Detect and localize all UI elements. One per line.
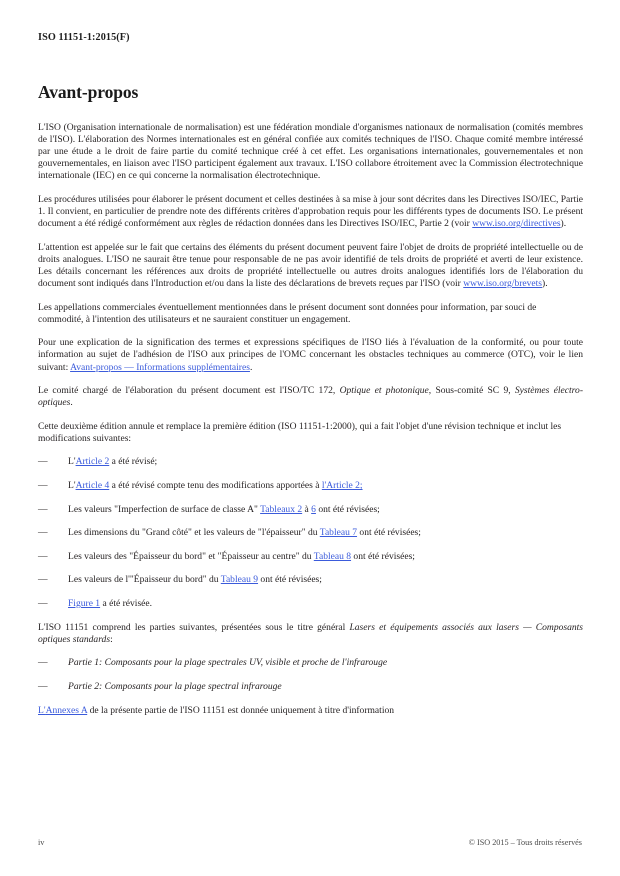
link-tableaux-2[interactable]: Tableaux 2 xyxy=(260,503,303,515)
item-pre: Les dimensions du "Grand côté" et les valeurs de "l'épaisseur" du xyxy=(68,527,320,539)
link-article-4[interactable]: Article 4 xyxy=(75,480,110,492)
paragraph-4-text: Les appellations commerciales éventuellement mentionnées dans le présent document sont données pour information, par souci de commodité, à l'intention des utilisateurs et ne sauraient constituer un engagement. xyxy=(38,301,537,325)
page-header: ISO 11151-1:2015(F) xyxy=(38,32,130,43)
document-body xyxy=(38,82,583,728)
list-item xyxy=(38,598,583,610)
committee-text-a: Le comité chargé de l'élaboration du présent document est l'ISO/TC 172, xyxy=(38,385,340,397)
paragraph-5-text-before: Pour une explication de la signification des termes et expressions spécifiques de l'ISO liés à l'évaluation de la conformité, ou pour toute information au sujet de l'adhésion de l'ISO aux principes de l'OMC concernant les obstacles techniques au commerce (OTC), voir le lien suivant: xyxy=(38,337,583,373)
dash-marker: — xyxy=(38,598,48,610)
link-annexes-a[interactable]: Annexes A xyxy=(45,704,88,716)
committee-sc-title: Systèmes électro-optiques xyxy=(38,385,583,409)
paragraph-8-parts-intro xyxy=(38,622,583,646)
paragraph-1-text: L'ISO (Organisation internationale de normalisation) est une fédération mondiale d'organismes nationaux de normalisation (comités membres de l'ISO). L'élaboration des Normes internationales est en général confiée aux comités techniques de l'ISO. Chaque comité membre intéressé par une étude a le droit de faire partie du comité technique créé à cet effet. Les organisations internationales, gouvernementales et non gouvernementales, en liaison avec l'ISO participent également aux travaux. L'ISO collabore étroitement avec la Commission électrotechnique internationale (IEC) en ce qui concerne la normalisation électrotechnique. xyxy=(38,122,583,182)
changes-list xyxy=(38,456,583,610)
paragraph-2 xyxy=(38,194,583,230)
list-item xyxy=(38,527,583,539)
link-iso-directives[interactable]: www.iso.org/directives xyxy=(472,218,561,230)
committee-tc-title: Optique et photonique xyxy=(339,385,429,397)
link-tableau-9[interactable]: Tableau 9 xyxy=(220,574,259,586)
paragraph-1 xyxy=(38,122,583,182)
list-item xyxy=(38,657,583,669)
link-tableau-8[interactable]: Tableau 8 xyxy=(313,550,352,562)
page-number: iv xyxy=(38,838,45,847)
link-article-2[interactable]: Article 2 xyxy=(75,456,110,468)
parts-list xyxy=(38,657,583,693)
dash-marker: — xyxy=(38,550,48,562)
parts-intro-text-a: L'ISO 11151 comprend les parties suivantes, présentées sous le titre général xyxy=(38,621,350,633)
link-figure-1[interactable]: Figure 1 xyxy=(68,598,101,610)
link-iso-brevets[interactable]: www.iso.org/brevets xyxy=(463,278,543,290)
dash-marker: — xyxy=(38,680,48,692)
committee-text-b: , Sous-comité SC 9, xyxy=(428,385,515,397)
item-pre: Les valeurs de l'"Épaisseur du bord" du xyxy=(68,574,221,586)
item-pre: Les valeurs "Imperfection de surface de classe A" xyxy=(68,503,261,515)
paragraph-2-text-before: Les procédures utilisées pour élaborer le présent document et celles destinées à sa mise à jour sont décrites dans les Directives ISO/IEC, Partie 1. Il convient, en particulier de prendre note des différents critères d'approbation requis pour les différents types de documents ISO. Le présent document a été rédigé conformément aux règles de rédaction données dans les Directives ISO/IEC, Partie 2 (voir xyxy=(38,193,583,230)
item-mid: ont été révisées; xyxy=(351,550,415,562)
dash-marker: — xyxy=(38,527,48,539)
paragraph-4 xyxy=(38,302,583,326)
list-item xyxy=(38,681,583,693)
item-mid: ont été révisées; xyxy=(258,574,322,586)
list-item xyxy=(38,480,583,492)
paragraph-9-annex xyxy=(38,705,583,717)
item-mid: a été révisé compte tenu des modifications apportées à xyxy=(109,480,322,492)
item-mid: ont été révisées; xyxy=(357,527,421,539)
paragraph-3-text-after: ). xyxy=(542,278,548,290)
dash-marker: — xyxy=(38,456,48,468)
link-tableau-7[interactable]: Tableau 7 xyxy=(319,527,358,539)
link-annexes-a-prefix[interactable]: L' xyxy=(38,704,46,716)
paragraph-2-text-after: ). xyxy=(560,218,567,230)
dash-marker: — xyxy=(38,657,48,669)
dash-marker: — xyxy=(38,574,48,586)
link-article-2b[interactable]: l'Article 2; xyxy=(321,480,363,492)
list-item xyxy=(38,504,583,516)
paragraph-3 xyxy=(38,242,583,290)
committee-text-c: . xyxy=(70,397,73,409)
list-item xyxy=(38,456,583,468)
annex-text-after: de la présente partie de l'ISO 11151 est donnée uniquement à titre d'information xyxy=(87,704,395,716)
item-mid: à xyxy=(302,503,312,515)
paragraph-3-text-before: L'attention est appelée sur le fait que certains des éléments du présent document peuvent faire l'objet de droits de propriété intellectuelle ou de droits analogues. L'ISO ne saurait être tenue pour responsable de ne pas avoir identifié de tels droits de propriété et averti de leur existence. Les détails concernant les références aux droits de propriété intellectuelle ou autres droits analogues identifiés lors de l'élaboration du document sont indiqués dans l'Introduction et/ou dans la liste des déclarations de brevets reçues par l'ISO (voir xyxy=(38,241,583,290)
link-avant-propos-informations-supplementaires[interactable]: Avant-propos — Informations supplémentaires xyxy=(70,361,250,373)
dash-marker: — xyxy=(38,480,48,492)
item-pre: L' xyxy=(68,456,76,468)
item-mid: a été révisé; xyxy=(109,456,158,468)
item-pre: Les valeurs des "Épaisseur du bord" et "Épaisseur au centre" du xyxy=(68,550,314,562)
item-post: ont été révisées; xyxy=(315,503,380,515)
link-tableau-6[interactable]: 6 xyxy=(311,503,316,515)
list-item xyxy=(38,551,583,563)
list-item xyxy=(38,574,583,586)
general-title: Lasers et équipements associés aux lasers — Composants optiques standards xyxy=(38,621,583,645)
paragraph-5-text-after: . xyxy=(249,361,253,373)
item-mid: a été révisée. xyxy=(100,598,153,610)
dash-marker: — xyxy=(38,503,48,515)
page-title: Avant-propos xyxy=(38,82,139,102)
part-2-title: Partie 2: Composants pour la plage spectral infrarouge xyxy=(68,680,282,692)
parts-intro-text-b: : xyxy=(110,633,113,645)
item-pre: L' xyxy=(68,480,76,492)
copyright-notice: © ISO 2015 – Tous droits réservés xyxy=(468,838,582,847)
paragraph-7-text: Cette deuxième édition annule et remplace la première édition (ISO 11151-1:2000), qui a fait l'objet d'une révision technique et inclut les modifications suivantes: xyxy=(38,420,562,444)
paragraph-5 xyxy=(38,337,583,373)
paragraph-7-edition xyxy=(38,421,583,445)
paragraph-6-committee xyxy=(38,385,583,409)
part-1-title: Partie 1: Composants pour la plage spectrales UV, visible et proche de l'infrarouge xyxy=(68,657,388,669)
